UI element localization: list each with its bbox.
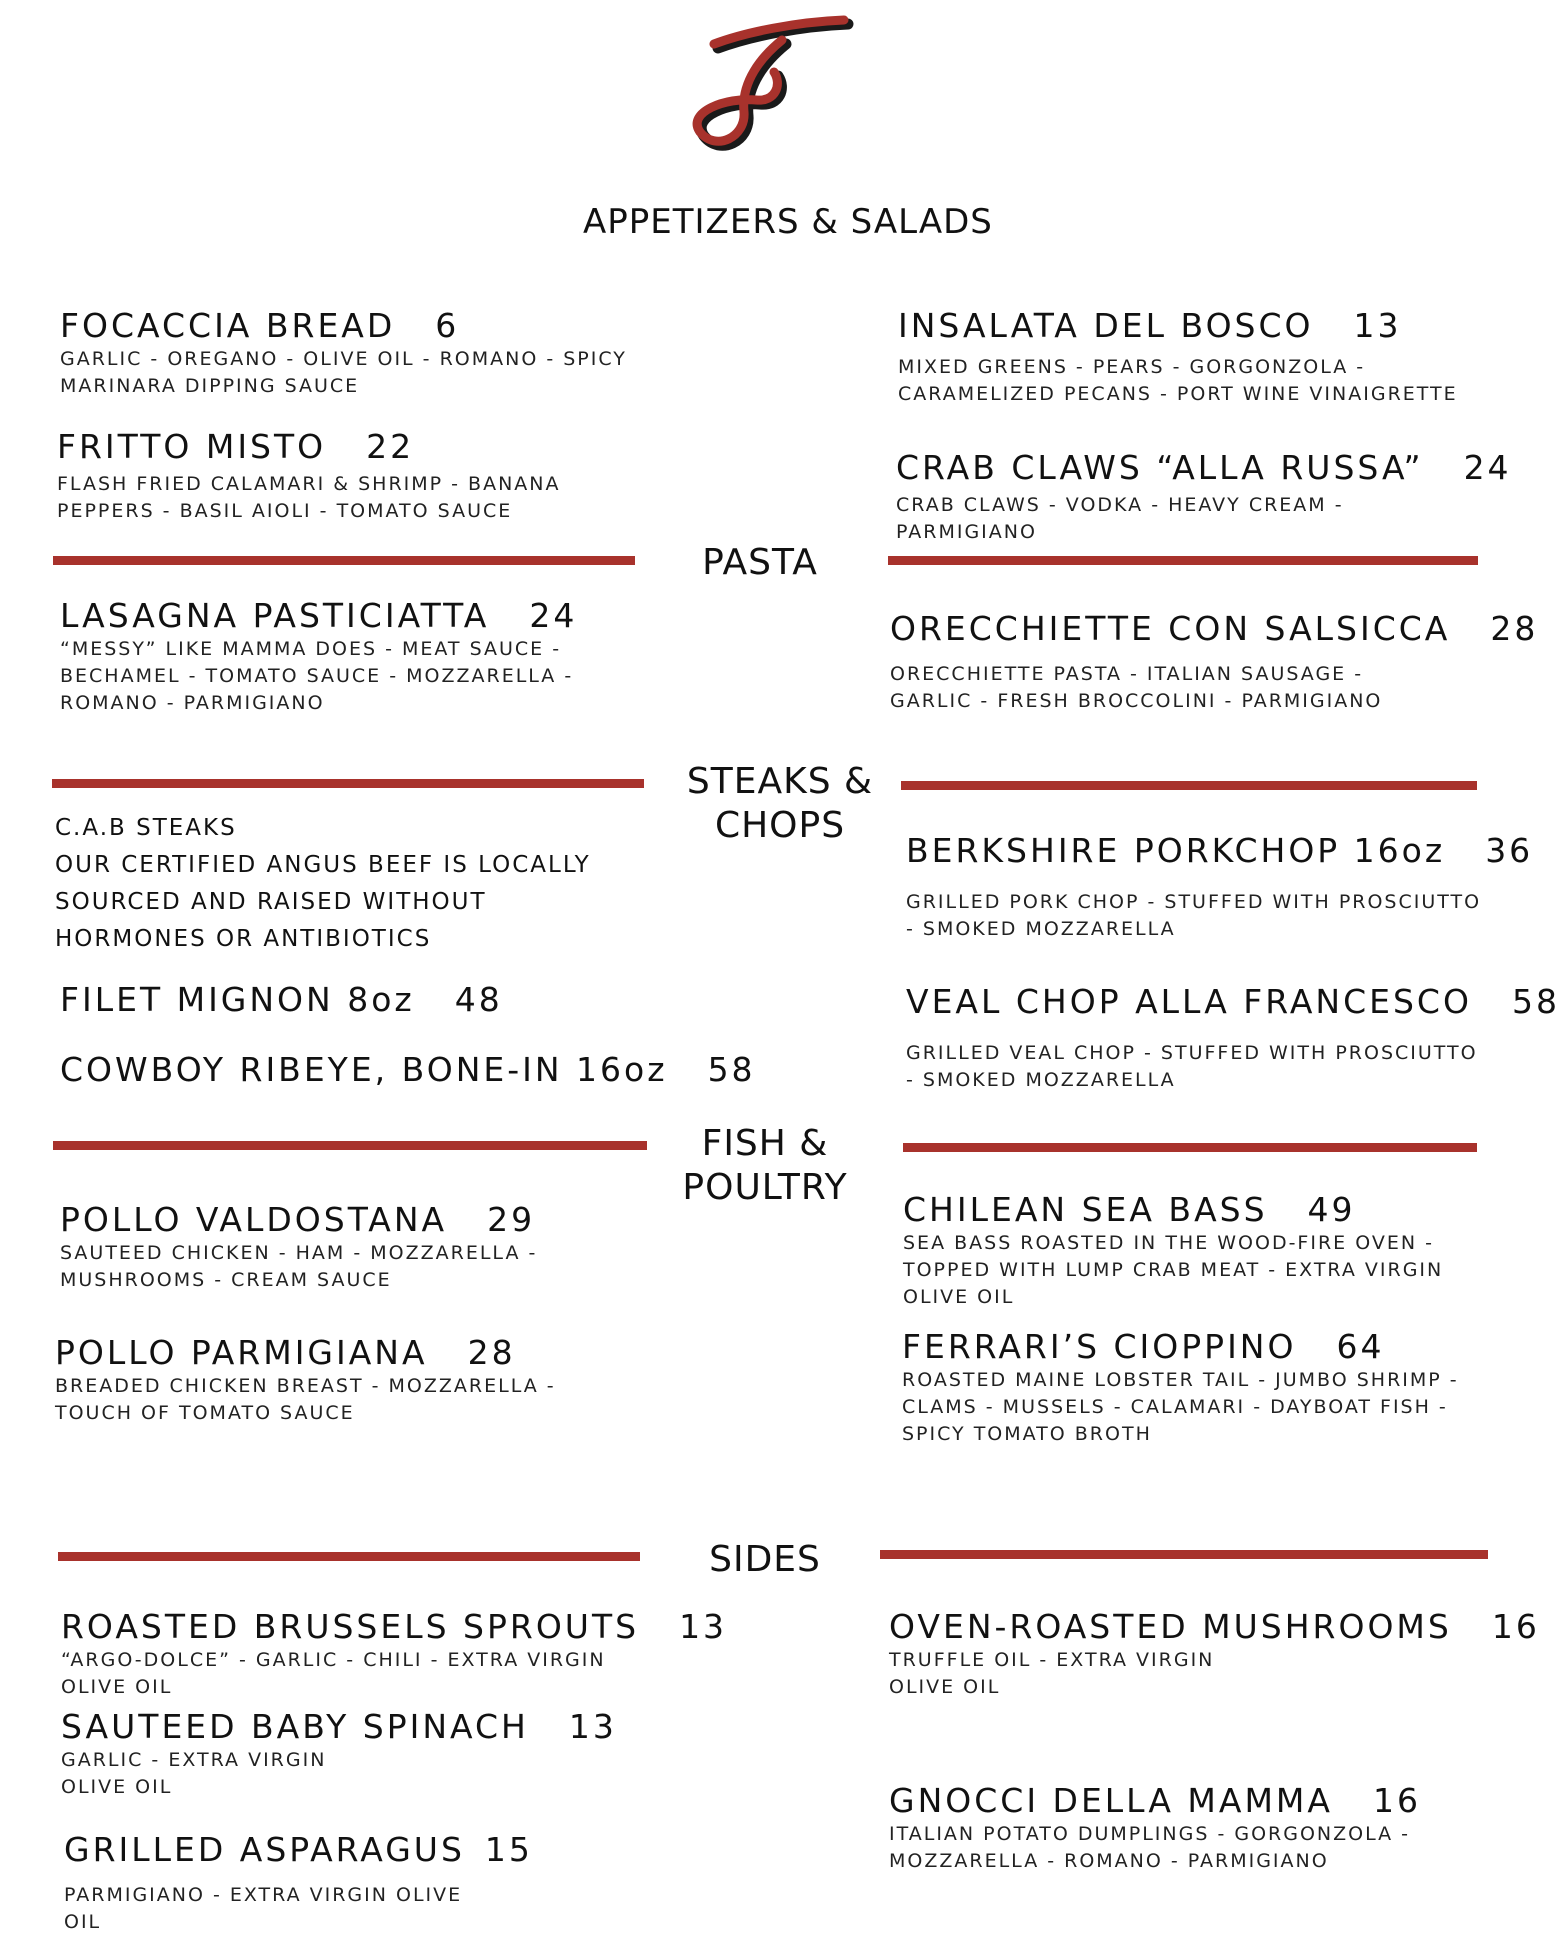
item-name: GRILLED ASPARAGUS 15 [64, 1830, 533, 1869]
menu-item-baby-spinach [61, 1707, 641, 1801]
menu-item-gnocci [889, 1781, 1469, 1875]
item-name: ORECCHIETTE CON SALSICCA 28 [890, 609, 1539, 648]
item-name: FOCACCIA BREAD 6 [60, 306, 460, 345]
section-divider [58, 1552, 640, 1561]
item-price: 24 [1463, 448, 1512, 487]
item-description: TRUFFLE OIL - EXTRA VIRGIN OLIVE OIL [889, 1649, 1215, 1698]
item-name: ROASTED BRUSSELS SPROUTS 13 [61, 1607, 728, 1646]
item-description: “ARGO-DOLCE” - GARLIC - CHILI - EXTRA VIRGIN OLIVE OIL [61, 1649, 606, 1698]
item-price: 15 [484, 1830, 533, 1869]
item-description: “MESSY” LIKE MAMMA DOES - MEAT SAUCE - BECHAMEL - TOMATO SAUCE - MOZZARELLA - ROMANO - PARMIGIANO [60, 638, 574, 714]
item-description: GARLIC - EXTRA VIRGIN OLIVE OIL [61, 1749, 327, 1798]
menu-item-pollo-parmigiana [55, 1333, 615, 1427]
item-price: 29 [487, 1200, 536, 1239]
item-name: FERRARI’S CIOPPINO 64 [902, 1327, 1385, 1366]
item-name: LASAGNA PASTICIATTA 24 [60, 596, 578, 635]
item-description: ORECCHIETTE PASTA - ITALIAN SAUSAGE - GARLIC - FRESH BROCCOLINI - PARMIGIANO [890, 663, 1383, 712]
item-price: 49 [1307, 1190, 1356, 1229]
item-name: VEAL CHOP ALLA FRANCESCO 58 [906, 982, 1560, 1021]
cab-steaks-description: OUR CERTIFIED ANGUS BEEF IS LOCALLY SOURCED AND RAISED WITHOUT HORMONES OR ANTIBIOTICS [55, 852, 591, 952]
section-divider [880, 1550, 1488, 1559]
item-description: GARLIC - OREGANO - OLIVE OIL - ROMANO - SPICY MARINARA DIPPING SAUCE [60, 348, 627, 397]
item-price: 48 [454, 980, 503, 1019]
item-price: 13 [679, 1607, 728, 1646]
item-name: GNOCCI DELLA MAMMA 16 [889, 1781, 1421, 1820]
menu-item-cioppino [902, 1327, 1462, 1448]
item-price: 64 [1336, 1327, 1385, 1366]
item-name: CRAB CLAWS “ALLA RUSSA” 24 [896, 448, 1512, 487]
item-description: GRILLED VEAL CHOP - STUFFED WITH PROSCIUTTO - SMOKED MOZZARELLA [906, 1042, 1478, 1091]
menu-item-brussels-sprouts [61, 1607, 728, 1701]
cab-steaks-note [55, 810, 615, 958]
section-divider [52, 779, 644, 788]
item-name: BERKSHIRE PORKCHOP 16oz 36 [906, 831, 1534, 870]
item-price: 28 [467, 1333, 516, 1372]
section-heading-steaks: STEAKS & CHOPS [686, 761, 874, 846]
section-divider [53, 1141, 647, 1150]
item-price: 16 [1372, 1781, 1421, 1820]
menu-item-orecchiette [890, 609, 1539, 715]
item-name: POLLO PARMIGIANA 28 [55, 1333, 516, 1372]
menu-item-oven-roasted-mushrooms [889, 1607, 1540, 1701]
item-description: PARMIGIANO - EXTRA VIRGIN OLIVE OIL [64, 1884, 463, 1933]
item-price: 22 [366, 427, 415, 466]
menu-item-chilean-sea-bass [903, 1190, 1463, 1311]
item-description: SEA BASS ROASTED IN THE WOOD-FIRE OVEN - TOPPED WITH LUMP CRAB MEAT - EXTRA VIRGIN OLIVE OIL [903, 1232, 1444, 1308]
item-description: SAUTEED CHICKEN - HAM - MOZZARELLA - MUSHROOMS - CREAM SAUCE [60, 1242, 538, 1291]
section-divider [888, 556, 1478, 565]
section-divider [903, 1143, 1477, 1152]
cab-steaks-title: C.A.B STEAKS [55, 815, 237, 841]
item-description: FLASH FRIED CALAMARI & SHRIMP - BANANA PEPPERS - BASIL AIOLI - TOMATO SAUCE [57, 473, 561, 522]
item-name: OVEN-ROASTED MUSHROOMS 16 [889, 1607, 1540, 1646]
menu-item-filet-mignon: FILET MIGNON 8oz 48 [60, 980, 503, 1019]
menu-item-insalata [898, 306, 1478, 408]
menu-item-fritto-misto [57, 427, 617, 525]
item-description: CRAB CLAWS - VODKA - HEAVY CREAM - PARMIGIANO [896, 494, 1344, 543]
item-price: 36 [1485, 831, 1534, 870]
menu-item-berkshire-porkchop [906, 831, 1534, 943]
item-price: 16 [1491, 1607, 1540, 1646]
menu-item-veal-chop [906, 982, 1560, 1094]
item-name: FRITTO MISTO 22 [57, 427, 415, 466]
item-name: POLLO VALDOSTANA 29 [60, 1200, 536, 1239]
item-description: ROASTED MAINE LOBSTER TAIL - JUMBO SHRIMP - CLAMS - MUSSELS - CALAMARI - DAYBOAT FISH - SPICY TOMATO BROTH [902, 1369, 1459, 1445]
menu-item-crab-claws [896, 448, 1512, 546]
item-price: 58 [707, 1050, 756, 1089]
item-price: 58 [1511, 982, 1560, 1021]
item-name: CHILEAN SEA BASS 49 [903, 1190, 1356, 1229]
item-price: 6 [435, 306, 460, 345]
menu-item-pollo-valdostana [60, 1200, 620, 1294]
menu-item-lasagna [60, 596, 620, 717]
item-price: 13 [1353, 306, 1402, 345]
ferrari-logo-icon [686, 12, 856, 157]
item-price: 13 [568, 1707, 617, 1746]
section-divider [901, 781, 1477, 790]
section-heading-appetizers: APPETIZERS & SALADS [583, 202, 993, 242]
item-description: BREADED CHICKEN BREAST - MOZZARELLA - TOUCH OF TOMATO SAUCE [55, 1375, 556, 1424]
item-price: 28 [1490, 609, 1539, 648]
section-heading-sides: SIDES [709, 1539, 821, 1580]
menu-item-cowboy-ribeye: COWBOY RIBEYE, BONE-IN 16oz 58 [60, 1050, 756, 1089]
section-heading-pasta: PASTA [702, 542, 818, 583]
menu-item-grilled-asparagus [64, 1830, 544, 1936]
section-heading-fish: FISH & POULTRY [682, 1123, 848, 1208]
section-divider [53, 556, 635, 565]
item-description: GRILLED PORK CHOP - STUFFED WITH PROSCIUTTO - SMOKED MOZZARELLA [906, 891, 1482, 940]
item-description: ITALIAN POTATO DUMPLINGS - GORGONZOLA - MOZZARELLA - ROMANO - PARMIGIANO [889, 1823, 1411, 1872]
menu-item-focaccia [60, 306, 640, 400]
item-name: SAUTEED BABY SPINACH 13 [61, 1707, 617, 1746]
item-description: MIXED GREENS - PEARS - GORGONZOLA - CARAMELIZED PECANS - PORT WINE VINAIGRETTE [898, 356, 1458, 405]
item-name: INSALATA DEL BOSCO 13 [898, 306, 1402, 345]
item-price: 24 [529, 596, 578, 635]
